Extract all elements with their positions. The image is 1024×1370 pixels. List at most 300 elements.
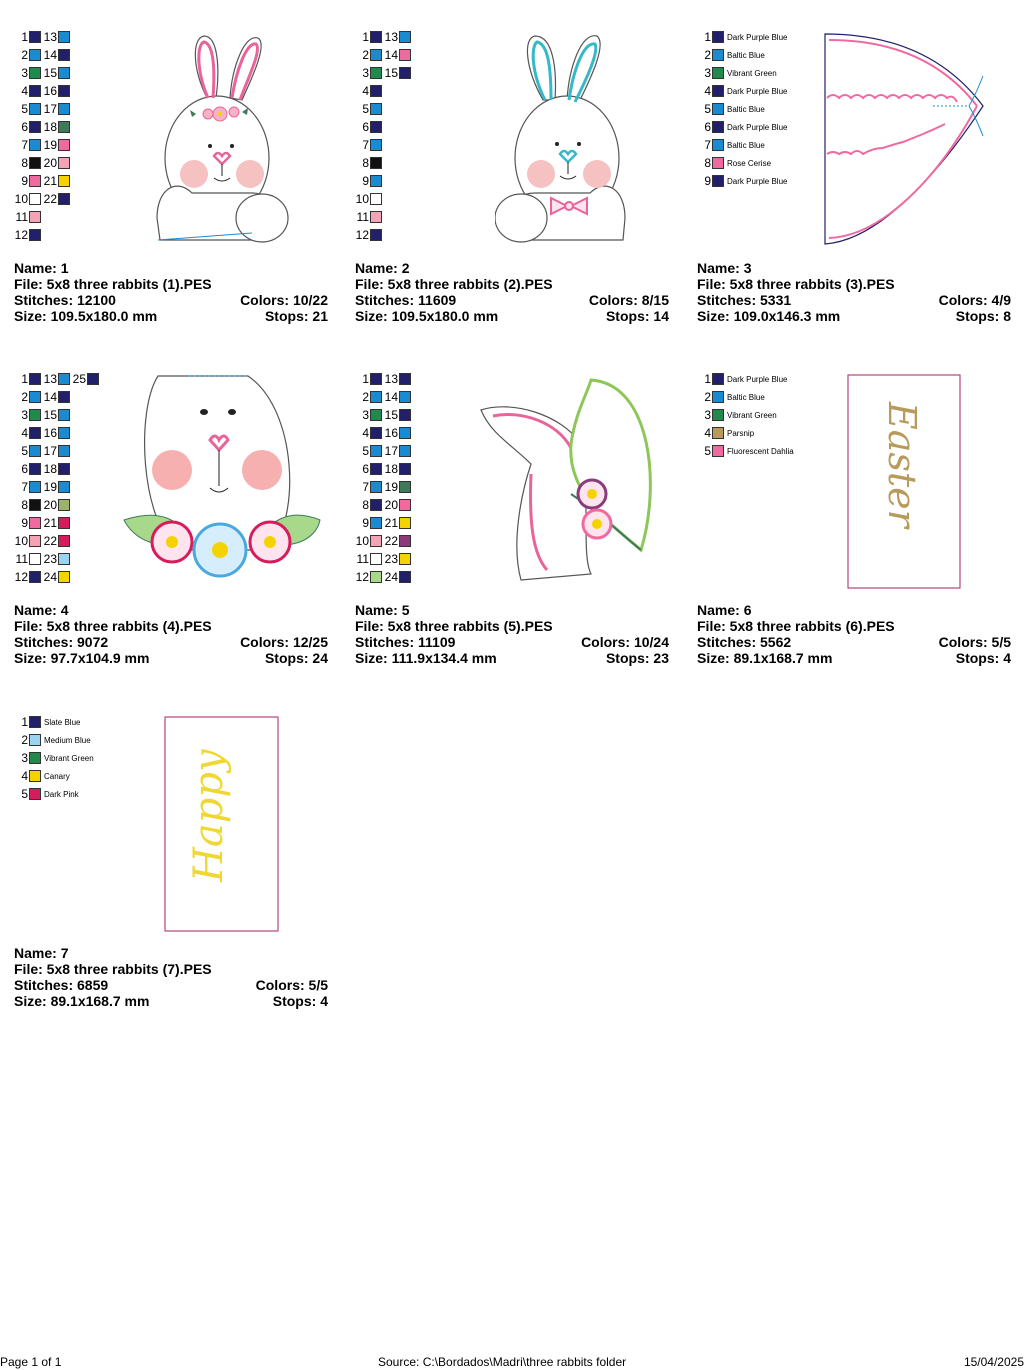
swatch-row [697, 28, 837, 46]
color-swatch [370, 67, 382, 79]
color-swatch [370, 409, 382, 421]
swatch-number: 5 [704, 102, 711, 116]
color-swatch [370, 103, 382, 115]
thread-name: Fluorescent Dahlia [727, 446, 794, 456]
swatch-entry [355, 390, 382, 404]
thread-name: Canary [44, 771, 70, 781]
color-swatch [712, 31, 724, 43]
swatch-number: 15 [43, 66, 57, 80]
color-swatch [58, 463, 70, 475]
design-file: 5x8 three rabbits (6).PES [729, 618, 895, 634]
swatch-row [355, 226, 495, 244]
color-swatch [29, 211, 41, 223]
color-swatch [370, 571, 382, 583]
swatch-entry [382, 408, 411, 422]
swatch-entry [355, 102, 382, 116]
swatch-row [355, 154, 495, 172]
swatch-number: 17 [43, 444, 57, 458]
swatch-entry [41, 444, 70, 458]
bunny-hat-artwork [471, 374, 661, 590]
swatch-row [14, 208, 154, 226]
swatch-number: 22 [43, 534, 57, 548]
color-swatch [29, 67, 41, 79]
color-swatch [29, 31, 41, 43]
swatch-number: 8 [21, 156, 28, 170]
swatch-entry [355, 228, 382, 242]
color-swatch [58, 409, 70, 421]
color-swatch [58, 535, 70, 547]
color-swatch [370, 49, 382, 61]
swatch-entry [41, 408, 70, 422]
design-card-6[interactable] [697, 366, 1017, 666]
swatch-entry [355, 516, 382, 530]
swatch-entry [382, 570, 411, 584]
swatch-row [14, 785, 154, 803]
swatch-number: 2 [21, 48, 28, 62]
swatch-row [355, 28, 495, 46]
color-swatch-list [697, 28, 837, 190]
swatch-number: 5 [21, 102, 28, 116]
swatch-row [14, 64, 154, 82]
swatch-entry [41, 516, 70, 530]
color-swatch [29, 373, 41, 385]
design-name: 7 [60, 945, 69, 961]
swatch-number: 14 [384, 390, 398, 404]
color-swatch [29, 445, 41, 457]
color-swatch [399, 553, 411, 565]
swatch-number: 8 [362, 156, 369, 170]
bunny-face-flowers-artwork [120, 370, 330, 592]
color-swatch [29, 409, 41, 421]
print-date: 15/04/2025 [963, 1355, 1024, 1369]
color-swatch [29, 157, 41, 169]
swatch-number: 6 [21, 462, 28, 476]
swatch-entry [41, 120, 70, 134]
swatch-number: 1 [362, 30, 369, 44]
design-stitches: 9072 [77, 634, 109, 650]
color-swatch [712, 391, 724, 403]
design-stops: 4 [1003, 650, 1011, 666]
swatch-entry [382, 66, 411, 80]
color-swatch [58, 373, 70, 385]
easter-script: Easter [880, 402, 924, 528]
swatch-entry [382, 426, 411, 440]
color-swatch [370, 193, 382, 205]
design-size: 89.1x168.7 mm [50, 993, 150, 1009]
swatch-number: 2 [704, 390, 711, 404]
design-size: 109.5x180.0 mm [391, 308, 499, 324]
swatch-number: 18 [43, 462, 57, 476]
swatch-entry [14, 462, 41, 476]
swatch-number: 14 [43, 390, 57, 404]
swatch-row [355, 118, 495, 136]
swatch-number: 1 [704, 30, 711, 44]
color-swatch [399, 481, 411, 493]
swatch-entry [382, 552, 411, 566]
color-swatch [58, 157, 70, 169]
swatch-number: 24 [384, 570, 398, 584]
swatch-number: 3 [704, 66, 711, 80]
swatch-number: 3 [21, 66, 28, 80]
design-info: Name: 2 File: 5x8 three rabbits (2).PES Stitches: 11609 Colors: 8/15 Size: 109.5x180.0 mm Stops: 14 [355, 260, 669, 324]
swatch-entry [382, 444, 411, 458]
swatch-number: 4 [704, 84, 711, 98]
swatch-number: 5 [21, 787, 28, 801]
thread-name: Vibrant Green [44, 753, 94, 763]
swatch-entry [41, 192, 70, 206]
swatch-entry [697, 408, 777, 422]
color-swatch [29, 229, 41, 241]
color-swatch [399, 427, 411, 439]
color-swatch [29, 535, 41, 547]
swatch-number: 10 [14, 192, 28, 206]
design-stops: 21 [312, 308, 328, 324]
swatch-number: 8 [704, 156, 711, 170]
design-name: 5 [401, 602, 410, 618]
swatch-entry [697, 156, 771, 170]
color-swatch [58, 481, 70, 493]
design-name: 6 [743, 602, 752, 618]
swatch-row [697, 406, 837, 424]
swatch-entry [41, 138, 70, 152]
swatch-entry [697, 372, 787, 386]
design-size: 111.9x134.4 mm [391, 650, 497, 666]
swatch-number: 5 [21, 444, 28, 458]
swatch-number: 11 [15, 210, 28, 224]
swatch-number: 9 [362, 516, 369, 530]
swatch-entry [14, 426, 41, 440]
color-swatch [712, 85, 724, 97]
color-swatch [29, 788, 41, 800]
swatch-number: 12 [14, 228, 28, 242]
swatch-row [14, 731, 154, 749]
swatch-entry [14, 228, 41, 242]
swatch-number: 9 [704, 174, 711, 188]
swatch-entry [355, 426, 382, 440]
swatch-entry [14, 751, 94, 765]
swatch-number: 4 [21, 769, 28, 783]
thread-name: Baltic Blue [727, 392, 765, 402]
swatch-number: 15 [384, 408, 398, 422]
swatch-number: 4 [362, 84, 369, 98]
design-stitches: 5331 [760, 292, 792, 308]
swatch-entry [14, 66, 41, 80]
swatch-row [355, 208, 495, 226]
swatch-row [697, 388, 837, 406]
swatch-entry [14, 534, 41, 548]
color-swatch [87, 373, 99, 385]
swatch-row [697, 154, 837, 172]
color-swatch [370, 391, 382, 403]
swatch-number: 1 [21, 715, 28, 729]
swatch-row [14, 118, 154, 136]
color-swatch [58, 121, 70, 133]
design-stitches: 12100 [77, 292, 116, 308]
swatch-row [697, 100, 837, 118]
design-stitches: 6859 [77, 977, 109, 993]
color-swatch [58, 553, 70, 565]
swatch-number: 13 [43, 372, 57, 386]
swatch-number: 14 [43, 48, 57, 62]
swatch-entry [382, 498, 411, 512]
design-size: 97.7x104.9 mm [50, 650, 150, 666]
thread-name: Dark Purple Blue [727, 32, 788, 42]
color-swatch [29, 517, 41, 529]
swatch-row [355, 46, 495, 64]
swatch-number: 8 [21, 498, 28, 512]
color-swatch-list [14, 28, 154, 244]
swatch-entry [41, 48, 70, 62]
color-swatch [370, 535, 382, 547]
swatch-number: 16 [43, 426, 57, 440]
design-card-5[interactable] [355, 366, 675, 666]
swatch-number: 20 [43, 156, 57, 170]
swatch-entry [41, 498, 70, 512]
swatch-number: 22 [43, 192, 57, 206]
color-swatch [712, 427, 724, 439]
swatch-entry [382, 480, 411, 494]
swatch-number: 1 [21, 30, 28, 44]
swatch-number: 23 [43, 552, 57, 566]
swatch-number: 2 [704, 48, 711, 62]
color-swatch-list [697, 370, 837, 460]
swatch-number: 11 [15, 552, 28, 566]
swatch-entry [14, 192, 41, 206]
swatch-entry [70, 372, 99, 386]
swatch-entry [355, 462, 382, 476]
color-swatch [399, 409, 411, 421]
design-card-3[interactable] [697, 24, 1017, 324]
color-swatch [712, 67, 724, 79]
swatch-entry [14, 48, 41, 62]
design-stops: 8 [1003, 308, 1011, 324]
swatch-entry [355, 66, 382, 80]
swatch-number: 25 [72, 372, 86, 386]
color-swatch [29, 734, 41, 746]
swatch-entry [697, 66, 777, 80]
color-swatch [58, 499, 70, 511]
thread-name: Dark Purple Blue [727, 86, 788, 96]
color-swatch [29, 103, 41, 115]
swatch-number: 4 [362, 426, 369, 440]
swatch-entry [41, 480, 70, 494]
swatch-entry [355, 174, 382, 188]
swatch-number: 3 [362, 408, 369, 422]
design-name: 3 [743, 260, 752, 276]
swatch-number: 17 [43, 102, 57, 116]
color-swatch [370, 211, 382, 223]
color-swatch [399, 391, 411, 403]
color-swatch [399, 463, 411, 475]
swatch-number: 6 [704, 120, 711, 134]
swatch-number: 7 [21, 480, 28, 494]
design-stops: 14 [653, 308, 669, 324]
swatch-number: 21 [43, 174, 57, 188]
swatch-entry [14, 516, 41, 530]
design-card-7[interactable] [14, 709, 334, 1009]
design-card-2[interactable] [355, 24, 675, 324]
swatch-number: 8 [362, 498, 369, 512]
swatch-number: 1 [704, 372, 711, 386]
swatch-number: 6 [362, 462, 369, 476]
color-swatch [29, 427, 41, 439]
swatch-entry [14, 769, 70, 783]
design-file: 5x8 three rabbits (5).PES [387, 618, 553, 634]
swatch-number: 13 [384, 30, 398, 44]
swatch-entry [14, 444, 41, 458]
swatch-number: 15 [43, 408, 57, 422]
swatch-entry [14, 408, 41, 422]
swatch-entry [14, 787, 79, 801]
color-swatch [58, 85, 70, 97]
color-swatch [370, 463, 382, 475]
swatch-entry [355, 444, 382, 458]
swatch-entry [41, 390, 70, 404]
design-card-1[interactable] [14, 24, 334, 324]
color-swatch [29, 553, 41, 565]
swatch-entry [697, 444, 794, 458]
swatch-number: 10 [14, 534, 28, 548]
thread-name: Baltic Blue [727, 140, 765, 150]
design-name: 4 [60, 602, 69, 618]
swatch-number: 21 [384, 516, 398, 530]
design-stops: 23 [653, 650, 669, 666]
color-swatch [29, 391, 41, 403]
color-swatch [29, 121, 41, 133]
color-swatch [399, 571, 411, 583]
swatch-row [14, 100, 154, 118]
design-stitches: 11609 [418, 292, 457, 308]
swatch-entry [14, 138, 41, 152]
rabbit-2-artwork [495, 28, 635, 248]
color-swatch [29, 571, 41, 583]
design-file: 5x8 three rabbits (3).PES [729, 276, 895, 292]
color-swatch [29, 770, 41, 782]
swatch-number: 9 [21, 174, 28, 188]
color-swatch [29, 139, 41, 151]
color-swatch [370, 85, 382, 97]
color-swatch [712, 409, 724, 421]
color-swatch [399, 31, 411, 43]
color-swatch [29, 716, 41, 728]
swatch-row [14, 713, 154, 731]
color-swatch [29, 49, 41, 61]
design-colors: 8/15 [641, 292, 669, 308]
color-swatch [58, 31, 70, 43]
thread-name: Dark Purple Blue [727, 122, 788, 132]
swatch-number: 1 [21, 372, 28, 386]
swatch-row [14, 82, 154, 100]
color-swatch [712, 175, 724, 187]
color-swatch [399, 67, 411, 79]
color-swatch [29, 752, 41, 764]
color-swatch [370, 175, 382, 187]
swatch-entry [697, 138, 765, 152]
color-swatch [58, 571, 70, 583]
swatch-number: 9 [21, 516, 28, 530]
color-swatch [58, 427, 70, 439]
swatch-number: 21 [43, 516, 57, 530]
swatch-number: 13 [384, 372, 398, 386]
swatch-entry [14, 30, 41, 44]
swatch-number: 14 [384, 48, 398, 62]
swatch-number: 9 [362, 174, 369, 188]
color-swatch [370, 499, 382, 511]
swatch-entry [14, 715, 80, 729]
swatch-entry [41, 372, 70, 386]
swatch-number: 13 [43, 30, 57, 44]
swatch-row [14, 749, 154, 767]
swatch-entry [697, 174, 787, 188]
swatch-number: 4 [21, 84, 28, 98]
color-swatch [399, 49, 411, 61]
thread-name: Parsnip [727, 428, 755, 438]
swatch-entry [41, 66, 70, 80]
swatch-entry [41, 552, 70, 566]
swatch-entry [41, 84, 70, 98]
swatch-number: 7 [362, 480, 369, 494]
thread-name: Baltic Blue [727, 50, 765, 60]
color-swatch [399, 499, 411, 511]
swatch-number: 23 [384, 552, 398, 566]
swatch-row [697, 370, 837, 388]
color-swatch [58, 445, 70, 457]
color-swatch-list [14, 713, 154, 803]
swatch-entry [697, 30, 787, 44]
bunny-bag-artwork [821, 30, 991, 250]
color-swatch [370, 481, 382, 493]
source-path: Source: C:\Bordados\Madri\three rabbits folder [378, 1355, 627, 1369]
swatch-row [697, 136, 837, 154]
design-size: 109.0x146.3 mm [733, 308, 841, 324]
swatch-number: 3 [704, 408, 711, 422]
easter-tag-artwork [847, 374, 963, 590]
swatch-number: 5 [704, 444, 711, 458]
swatch-row [697, 46, 837, 64]
swatch-entry [382, 30, 411, 44]
swatch-number: 7 [704, 138, 711, 152]
swatch-row [355, 64, 495, 82]
swatch-number: 16 [43, 84, 57, 98]
swatch-entry [41, 462, 70, 476]
color-swatch [29, 463, 41, 475]
thread-name: Medium Blue [44, 735, 91, 745]
design-name: 1 [60, 260, 69, 276]
color-swatch-list [355, 28, 495, 244]
page-number: Page 1 of 1 [0, 1355, 62, 1369]
swatch-entry [14, 120, 41, 134]
swatch-entry [355, 498, 382, 512]
design-size: 109.5x180.0 mm [50, 308, 158, 324]
design-info: Name: 4 File: 5x8 three rabbits (4).PES Stitches: 9072 Colors: 12/25 Size: 97.7x104.9 mm Stops: 24 [14, 602, 328, 666]
swatch-entry [382, 390, 411, 404]
design-info: Name: 3 File: 5x8 three rabbits (3).PES Stitches: 5331 Colors: 4/9 Size: 109.0x146.3 mm Stops: 8 [697, 260, 1011, 324]
swatch-entry [355, 138, 382, 152]
color-swatch [58, 67, 70, 79]
design-colors: 10/24 [633, 634, 669, 650]
swatch-entry [14, 372, 41, 386]
swatch-number: 4 [21, 426, 28, 440]
design-stops: 4 [320, 993, 328, 1009]
swatch-number: 10 [355, 534, 369, 548]
swatch-number: 11 [356, 552, 369, 566]
swatch-entry [41, 426, 70, 440]
swatch-number: 1 [362, 372, 369, 386]
color-swatch [29, 175, 41, 187]
swatch-entry [355, 372, 382, 386]
design-card-4[interactable] [14, 366, 334, 666]
color-swatch [370, 445, 382, 457]
